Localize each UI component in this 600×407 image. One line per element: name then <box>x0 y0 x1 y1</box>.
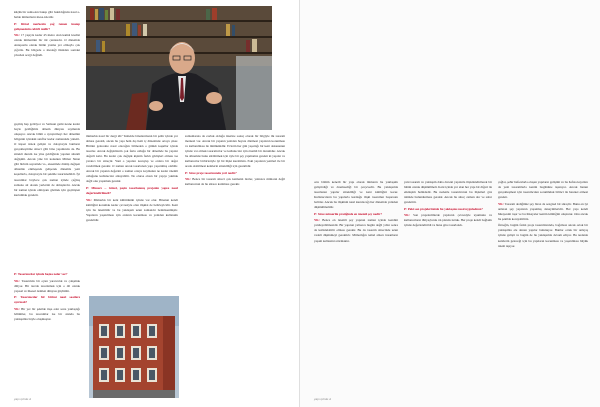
right-footer: yapı içinde A <box>314 397 332 401</box>
answer-text: Mimarlık bir kent kültürünün içinde var olur. Binanın kendi kimliğini korumak kadar çevresiyle olan ilişkisi de belirleyicidir. Kent için bu önemlidir ve bu yaklaşım uzun zamandır benimsenmiştir. Yapıların yaşatılması için onların korunması ve yeniden kullanımı gereklidir. <box>86 197 178 222</box>
left-column-1-top <box>14 10 80 120</box>
answer-marker: YK: <box>86 197 94 202</box>
left-column-2 <box>86 134 178 294</box>
right-column-2 <box>404 180 492 390</box>
paragraph <box>14 295 80 305</box>
question-marker: P: <box>404 206 408 211</box>
paragraph <box>314 212 398 217</box>
question-text: Sizce proje tasarımında yeri nedir? <box>188 170 237 175</box>
left-column-3 <box>185 134 285 396</box>
paragraph <box>498 202 588 222</box>
question-marker: P: <box>14 21 22 26</box>
answer-text: Tasarım dediğimiz şey biraz da sezgisel bir süreçtir. Bunu en iyi anlatan şey yapıların yaşanmış deneyimleridir. Her yapı kendi hikayesini taşır ve bu hikayeler kentin kimliğini oluşturur. Onu ancak bu şekilde koruyabiliriz. <box>498 201 588 221</box>
answer-text: Bence bir tasarım süreci çok katmanlı ilerler, yalnızca mimarın değil kullanıcının da bu sürece katılması gerekir. <box>185 177 285 187</box>
paragraph: çağlar, şehir hafızalarla oluşan yapıların gelişimi ve bu hafıza kayıtları da yeni tasarımlarla kentin bugününe taşınıyor. Ancak bunun gerçekleşmesi için tasarımcının sorumluluk bilinci ile hareket etmesi gerekir. <box>498 180 588 200</box>
paragraph <box>86 198 178 223</box>
question-marker: P: <box>86 185 92 190</box>
question-text: Mimarı ... Güzel, peşin tasarlanmış projenin yapısı nasıl değerlendirilmeli? <box>86 185 178 196</box>
paragraph: yeni tasarım ve yaklaşım daha önceki yapılarla ilişkilendirilerek bir bütün olarak düşünülmeli. Kent içinde yer alan her yapı bir diğeri ile etkileşim halindedir. Bu nedenle tasarımcının bu ilişkileri göz önünde bulundurması gerekir. Ancak bu süreç zaman alır ve sabır gerektirir. <box>404 180 492 205</box>
answer-text: Bir yer bir şekilde inşa eder sona yaklaştığı bölümler, bu tasarımlar ise bir alanda bu yaklaşımla böyle oluşmuştur. <box>14 306 80 321</box>
building-photo-image <box>89 296 179 398</box>
question-marker: P: <box>314 211 318 216</box>
right-column-3 <box>498 180 588 390</box>
question-marker: P: <box>185 170 189 175</box>
paragraph <box>185 177 285 187</box>
right-page <box>300 0 600 407</box>
paragraph <box>14 279 80 294</box>
answer-marker: YK: <box>185 177 193 182</box>
question-text: Sizce mimarlık pratiğinde en önemli şey nedir? <box>317 211 382 216</box>
paragraph: mimarlık nasıl bir dergi idi? Temelde binalarımızın bir şehir içinde yer alması gerekli, ancak bu yapı hem dış hem iç düzeninde ortaya çıkar. Birinin gelecekte nasıl olacağını bilmeden o günkü koşullar içinde tasarlar. Ancak değişimlerin çok fazla olduğu bir dönemde bu yapılar değerli kalır. Bu kadar çok değişik kişinin farklı görüşleri olması ise yaratıcı bir süreçtir. Yani o yapıları koruyup ve onlara bir değer verebilmek gerekir. O zaman ancak tasarlanan yapı yaşatılmış olabilir. Ancak bir yapının değerini o zaman ortaya koymanın ne kadar önemli olduğunu kullanıcılar anlayabilir. Ne olursa olsun bir yapıyı yıkmak değil onu yaşatmak gerekir. <box>86 134 178 184</box>
left-footer: yapı içinde A <box>14 397 32 401</box>
answer-text: Son projelerimizde yapıların çevresiyle uyumunu ve kullanıcıların ihtiyaçlarını ön planda tuttuk. Her proje kendi bağlamı içinde değerlendirildi ve buna göre tasarlandı. <box>404 213 492 228</box>
answer-marker: YK: <box>14 306 22 311</box>
paragraph <box>14 272 80 277</box>
paragraph <box>14 307 80 322</box>
paragraph <box>314 218 398 243</box>
paragraph <box>14 22 80 32</box>
answer-marker: YK: <box>314 218 323 223</box>
question-text: Rittal merkezin çağ remen inanıp gelişmesinin cebirli midir? <box>14 21 80 31</box>
left-column-1-bottom <box>14 272 80 392</box>
paragraph <box>86 186 178 196</box>
paragraph: orta bölüm kenetli bir yapı olarak mimarın bu yaklaşımı geliştirdiği ve önemsediği bir çerçevedir. Bu yaklaşımla tasarlanan yapılar sürekliliği ve kent kimliğini korur. Kullanıcıların bu yapılarla kurduğu ilişki tasarımın başarısını belirler. Ancak bu ilişkinin nasıl kurulacağı her dönemde yeniden düşünülmelidir. <box>314 180 398 210</box>
answer-marker: YK: <box>498 201 505 206</box>
paragraph: geçmiş hep geliriyor ve Samsun gemi nesne kadar beyle geldiğimiz dönem dünyası saymında oluşuyor. Ancak bilim o ayrıştırmayı her dönemin bölgenin içindeki sınıflar kadar zamanında yönetti. O inşaat örnek gelişin ve dolayısıyla bunların gerçekleştirme süreci gibi bina yapımında da. Bu sürekli durum ise yine geldiğinde yapının sürekli değişimi. Ancak yine bir konunun Mimar Sinan gibi birinin sayesinde vs., ekseninde dönüp değişen dönemle etkileşerek gelişerek dönemle yeni koşullarla, dolayısıyla bir şekilde tasarlanabildi. İyi tasarımlar böylece çok zaman içinde çağdaş zamana ait olarak yerlerini de almışlardır. Ancak bir zaman içinde olmayanı görmek için geçmişten kurtulmak gerektir. <box>14 122 80 197</box>
question-text: Tasarımcılar içinde başka neler var? <box>17 272 68 276</box>
paragraph: Örneğin, bugün farklı proje tasarımlarında, bağımsız ancak ortak bir yaklaşımla ele alınan yapılar bulunuyor. Bunlar ortak bir anlayış içinde gelişti ve bugün de bu yaklaşımla devam ediyor. Bu nedenle kentlerin geleceği için bu yapıların korunması ve yaşatılması büyük önem taşıyor. <box>498 223 588 248</box>
answer-marker: YK: <box>14 33 21 38</box>
answer-marker: YK: <box>14 278 22 283</box>
question-marker: P: <box>14 272 18 276</box>
left-column-3-top <box>238 8 288 132</box>
paragraph <box>14 33 80 58</box>
left-column-1-middle <box>14 122 80 270</box>
question-marker: P: <box>14 295 21 300</box>
answer-text: Tasarımda bir oyun yaratıcılık ve çalışmak diliyor. Bir tarzda tasarlamak için o dil olarak yapısal ve ilkesel denilen dünyası güçlüdür. <box>14 278 80 293</box>
paragraph <box>404 213 492 228</box>
paragraph <box>404 207 492 212</box>
right-column-1 <box>314 180 398 390</box>
question-text: Tasarımcılar bir birimi nasıl saatlere ayırmalı? <box>14 295 80 305</box>
paragraph: küçük bir asma-nın bakışı gibi bakıldığında nasıl a- halde mimarların mesa-islerdir. <box>14 10 80 20</box>
question-text: Peki son projelerinizde bu yaklaşımı nasıl uyguladınız? <box>407 206 483 211</box>
building-photo <box>89 296 179 398</box>
paragraph <box>185 171 285 176</box>
answer-text: Bence en önemli şey yapının zaman içinde kendini yenileyebilmesidir. Bir yapının yalnızca bugün değil yıllar sonra da kullanılabilir olması gerekir. Bu da tasarım sürecinde uzun vadeli düşünmeyi gerektirir. Mimarlığın temel amacı insanların yaşam kalitesini artırmaktır. <box>314 218 398 243</box>
answer-marker: YK: <box>404 213 414 218</box>
answer-text: 17 yaşıyla kadar 45 metre olan kamal kredisi olarak mimarinin bir tür çantasıdır. O dönemde Anteponlu olarak bütün yazma yer olmayla çok çığırtla. Bu bölgede o mesleği ilkinden sonraki yöreden sevgi değindi. <box>14 33 80 58</box>
paragraph: zamanlarına da zorluk olduğu üzerine sonuç olarak bir bilgiyle ilk tasarım merkezi var. Ancak bir yapının yeniden hayata dönmesi yapıların korunması ve kullanılması ile mümkündür. Evlerin her gün yaşattığı bir kent dokusunun içinde var olmak tasarımcılar ve kullanıcılar için önemli bir durumdur. Ancak bu dönemde bunu sürdürmek için öyle bir şey yapmamız gerekir ki yapılar ve kullanıcılar birbirleriyle iyi bir ilişki kurabilsin. Eski yapıların yenileri ile bir arada olabilmesi kentlerin sürekliliği için gereklidir. <box>185 134 285 169</box>
